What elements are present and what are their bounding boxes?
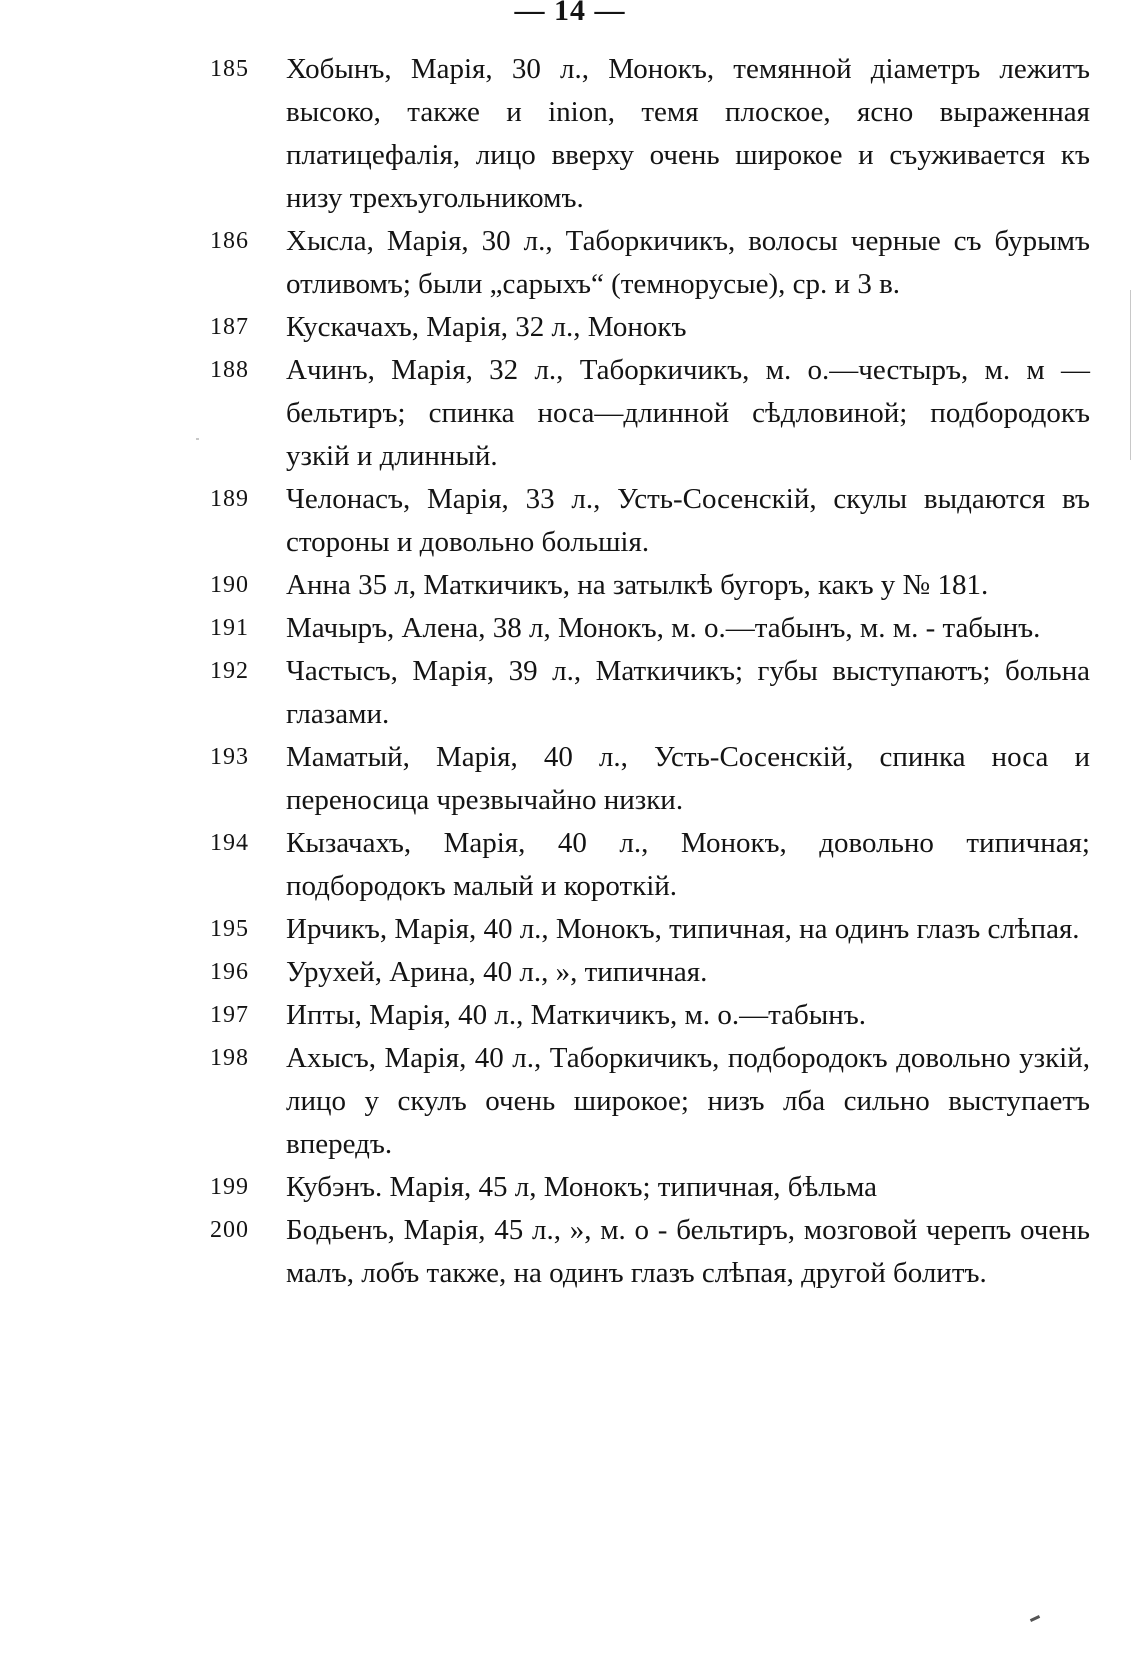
entry-number: 198 xyxy=(210,1045,249,1071)
entry-number: 186 xyxy=(210,228,249,254)
list-item xyxy=(210,951,1090,994)
entry-number: 199 xyxy=(210,1174,249,1200)
entry-text: Урухей, Арина, 40 л., », типичная. xyxy=(286,956,708,988)
corner-mark xyxy=(1030,1615,1040,1622)
entry-text: Челонасъ, Марія, 33 л., Усть-Сосенскій, скулы выдаются въ стороны и довольно большія. xyxy=(286,483,1090,558)
entry-number: 194 xyxy=(210,830,249,856)
entry-number: 188 xyxy=(210,357,249,383)
list-item xyxy=(210,607,1090,650)
entry-text: Частысъ, Марія, 39 л., Маткичикъ; губы выступаютъ; больна глазами. xyxy=(286,655,1090,730)
list-item xyxy=(210,822,1090,908)
entry-text: Мачыръ, Алена, 38 л, Монокъ, м. о.—табынъ, м. м. - табынъ. xyxy=(286,612,1041,644)
entry-text: Хысла, Марія, 30 л., Таборкичикъ, волосы черные съ бурымъ отливомъ; были „сарыхъ“ (темнорусые), ср. и 3 в. xyxy=(286,225,1090,300)
entry-number: 197 xyxy=(210,1002,249,1028)
entry-text: Маматый, Марія, 40 л., Усть-Сосенскій, спинка носа и переносица чрезвычайно низки. xyxy=(286,741,1090,816)
entry-number: 192 xyxy=(210,658,249,684)
list-item xyxy=(210,908,1090,951)
list-item xyxy=(210,349,1090,478)
entry-number: 196 xyxy=(210,959,249,985)
list-item xyxy=(210,650,1090,736)
list-item xyxy=(210,994,1090,1037)
list-item xyxy=(210,736,1090,822)
entry-number: 185 xyxy=(210,56,249,82)
entry-list xyxy=(210,48,1090,1295)
entry-number: 187 xyxy=(210,314,249,340)
margin-line xyxy=(1130,290,1131,460)
list-item xyxy=(210,48,1090,220)
entry-number: 195 xyxy=(210,916,249,942)
list-item xyxy=(210,1166,1090,1209)
entry-text: Хобынъ, Марія, 30 л., Монокъ, темянной діаметръ лежитъ высоко, также и inion, темя плоское, ясно выраженная платицефалія, лицо вверху очень широкое и съуживается къ низу трехъугольникомъ. xyxy=(286,53,1090,214)
entry-text: Бодьенъ, Марія, 45 л., », м. о - бельтиръ, мозговой черепъ очень малъ, лобъ также, на одинъ глазъ слѣпая, другой болитъ. xyxy=(286,1214,1090,1289)
list-item xyxy=(210,220,1090,306)
entry-number: 200 xyxy=(210,1217,249,1243)
entry-number: 189 xyxy=(210,486,249,512)
list-item xyxy=(210,1209,1090,1295)
entry-text: Ипты, Марія, 40 л., Маткичикъ, м. о.—табынъ. xyxy=(286,999,867,1031)
entry-number: 191 xyxy=(210,615,249,641)
entry-text: Ахысъ, Марія, 40 л., Таборкичикъ, подбородокъ довольно узкій, лицо у скулъ очень широкое; низъ лба сильно выступаетъ впередъ. xyxy=(286,1042,1090,1160)
list-item xyxy=(210,478,1090,564)
list-item xyxy=(210,1037,1090,1166)
page-number: — 14 — xyxy=(514,0,626,27)
list-item xyxy=(210,564,1090,607)
entry-number: 190 xyxy=(210,572,249,598)
entry-text: Кубэнъ. Марія, 45 л, Монокъ; типичная, бѣльма xyxy=(286,1171,878,1203)
entry-text: Анна 35 л, Маткичикъ, на затылкѣ бугоръ, какъ у № 181. xyxy=(286,569,989,601)
entry-number: 193 xyxy=(210,744,249,770)
entry-text: Кызачахъ, Марія, 40 л., Монокъ, довольно типичная; подбородокъ малый и короткій. xyxy=(286,827,1090,902)
entry-text: Ачинъ, Марія, 32 л., Таборкичикъ, м. о.—честыръ, м. м — бельтиръ; спинка носа—длинной сѣдловиной; подбородокъ узкій и длинный. xyxy=(286,354,1090,472)
entry-text: Ирчикъ, Марія, 40 л., Монокъ, типичная, на одинъ глазъ слѣпая. xyxy=(286,913,1080,945)
margin-dot xyxy=(196,438,199,440)
list-item xyxy=(210,306,1090,349)
entry-text: Кускачахъ, Марія, 32 л., Монокъ xyxy=(286,311,687,343)
